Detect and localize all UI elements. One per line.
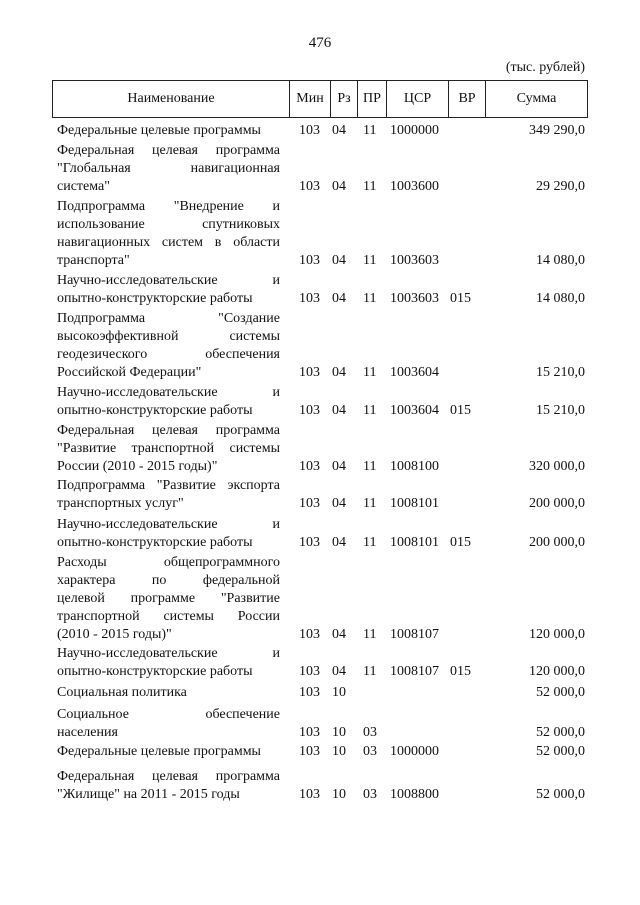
- cell-sum: 52 000,0: [536, 725, 585, 740]
- table-row: [57, 706, 587, 742]
- row-name: [57, 706, 280, 742]
- row-name: [57, 122, 280, 140]
- cell-pr: 11: [363, 664, 377, 679]
- cell-sum: 15 210,0: [536, 365, 585, 380]
- cell-min: 103: [299, 496, 320, 511]
- table-row: [57, 516, 587, 552]
- row-name-line: "Жилище" на 2011 - 2015 годы: [57, 787, 240, 802]
- cell-min: 103: [299, 744, 320, 759]
- cell-sum: 15 210,0: [536, 403, 585, 418]
- cell-csr: 1003600: [390, 179, 439, 194]
- cell-sum: 349 290,0: [529, 123, 585, 138]
- row-name-line: "Глобальная навигационная: [57, 161, 280, 176]
- cell-min: 103: [299, 123, 320, 138]
- cell-min: 103: [299, 725, 320, 740]
- cell-csr: 1000000: [390, 123, 439, 138]
- cell-rz: 04: [332, 535, 346, 550]
- row-name-line: "Развитие транспортной системы: [57, 441, 280, 456]
- row-name: [57, 554, 280, 644]
- row-name: [57, 384, 280, 420]
- row-name-line: навигационных систем в области: [57, 235, 280, 250]
- table-row: [57, 684, 587, 702]
- cell-pr: 03: [363, 744, 377, 759]
- row-name-line: России (2010 - 2015 годы)": [57, 459, 218, 474]
- table-row: [57, 422, 587, 476]
- row-name-line: целевой программе "Развитие: [57, 591, 280, 606]
- row-name-line: Научно-исследовательские и: [57, 646, 280, 661]
- cell-pr: 11: [363, 365, 377, 380]
- cell-sum: 120 000,0: [529, 627, 585, 642]
- table-row: [57, 122, 587, 140]
- cell-rz: 04: [332, 459, 346, 474]
- header-name: Наименование: [127, 91, 215, 106]
- cell-min: 103: [299, 787, 320, 802]
- cell-sum: 120 000,0: [529, 664, 585, 679]
- cell-pr: 11: [363, 291, 377, 306]
- cell-pr: 03: [363, 787, 377, 802]
- row-name-line: Федеральные целевые программы: [57, 744, 261, 759]
- row-name: [57, 198, 280, 270]
- row-name-line: транспортной системы России: [57, 609, 280, 624]
- cell-rz: 04: [332, 123, 346, 138]
- cell-min: 103: [299, 459, 320, 474]
- row-name-line: опытно-конструкторские работы: [57, 291, 253, 306]
- cell-min: 103: [299, 291, 320, 306]
- header-csr: ЦСР: [386, 81, 448, 117]
- row-name-line: характера по федеральной: [57, 573, 280, 588]
- cell-rz: 04: [332, 627, 346, 642]
- row-name-line: Подпрограмма "Развитие экспорта: [57, 478, 280, 493]
- table-row: [57, 743, 587, 761]
- cell-rz: 04: [332, 365, 346, 380]
- row-name-line: Научно-исследовательские и: [57, 273, 280, 288]
- row-name-line: высокоэффективной системы: [57, 329, 280, 344]
- cell-pr: 11: [363, 496, 377, 511]
- row-name-line: Научно-исследовательские и: [57, 385, 280, 400]
- row-name-line: геодезического обеспечения: [57, 347, 280, 362]
- cell-rz: 04: [332, 664, 346, 679]
- cell-csr: 1003604: [390, 365, 439, 380]
- cell-min: 103: [299, 403, 320, 418]
- row-name-line: Социальная политика: [57, 685, 187, 700]
- row-name: [57, 645, 280, 681]
- cell-pr: 11: [363, 179, 377, 194]
- row-name: [57, 310, 280, 382]
- row-name: [57, 142, 280, 196]
- header-pr: ПР: [357, 81, 386, 117]
- table-row: [57, 142, 587, 196]
- cell-rz: 10: [332, 744, 346, 759]
- row-name-line: система": [57, 179, 110, 194]
- table-row: [57, 645, 587, 681]
- cell-vr: 015: [450, 291, 471, 306]
- row-name-line: Социальное обеспечение: [57, 707, 280, 722]
- table-row: [57, 384, 587, 420]
- cell-vr: 015: [450, 535, 471, 550]
- row-name: [57, 743, 280, 761]
- cell-rz: 10: [332, 787, 346, 802]
- cell-min: 103: [299, 685, 320, 700]
- cell-min: 103: [299, 627, 320, 642]
- cell-csr: 1008101: [390, 496, 439, 511]
- row-name: [57, 422, 280, 476]
- cell-rz: 04: [332, 403, 346, 418]
- row-name-line: транспорта": [57, 253, 130, 268]
- header-min: Мин: [289, 81, 330, 117]
- cell-rz: 10: [332, 685, 346, 700]
- cell-csr: 1008107: [390, 664, 439, 679]
- cell-pr: 11: [363, 627, 377, 642]
- row-name-line: Федеральная целевая программа: [57, 423, 280, 438]
- cell-sum: 52 000,0: [536, 744, 585, 759]
- row-name-line: опытно-конструкторские работы: [57, 403, 253, 418]
- table-row: [57, 768, 587, 804]
- row-name-line: (2010 - 2015 годы)": [57, 627, 172, 642]
- cell-csr: 1000000: [390, 744, 439, 759]
- cell-pr: 11: [363, 459, 377, 474]
- row-name-line: Федеральная целевая программа: [57, 143, 280, 158]
- cell-sum: 14 080,0: [536, 253, 585, 268]
- cell-csr: 1008800: [390, 787, 439, 802]
- table-row: [57, 272, 587, 308]
- cell-csr: 1008107: [390, 627, 439, 642]
- row-name: [57, 768, 280, 804]
- row-name-line: Расходы общепрограммного: [57, 555, 280, 570]
- row-name: [57, 477, 280, 513]
- row-name: [57, 272, 280, 308]
- table-row: [57, 477, 587, 513]
- cell-rz: 04: [332, 179, 346, 194]
- header-rz: Рз: [330, 81, 357, 117]
- cell-vr: 015: [450, 403, 471, 418]
- table-header: [52, 80, 588, 118]
- cell-csr: 1008101: [390, 535, 439, 550]
- cell-csr: 1003604: [390, 403, 439, 418]
- row-name-line: Федеральные целевые программы: [57, 123, 261, 138]
- cell-sum: 200 000,0: [529, 496, 585, 511]
- cell-rz: 10: [332, 725, 346, 740]
- cell-sum: 29 290,0: [536, 179, 585, 194]
- cell-min: 103: [299, 664, 320, 679]
- cell-min: 103: [299, 535, 320, 550]
- table-row: [57, 554, 587, 644]
- cell-sum: 52 000,0: [536, 685, 585, 700]
- cell-pr: 11: [363, 123, 377, 138]
- cell-sum: 200 000,0: [529, 535, 585, 550]
- row-name-line: Подпрограмма "Создание: [57, 311, 280, 326]
- cell-sum: 14 080,0: [536, 291, 585, 306]
- row-name: [57, 684, 280, 702]
- row-name-line: опытно-конструкторские работы: [57, 664, 253, 679]
- cell-pr: 03: [363, 725, 377, 740]
- header-sum: Сумма: [485, 81, 587, 117]
- row-name: [57, 516, 280, 552]
- cell-min: 103: [299, 365, 320, 380]
- cell-rz: 04: [332, 253, 346, 268]
- row-name-line: Научно-исследовательские и: [57, 517, 280, 532]
- row-name-line: использование спутниковых: [57, 217, 280, 232]
- page-number: 476: [308, 35, 332, 51]
- row-name-line: населения: [57, 725, 118, 740]
- row-name-line: Федеральная целевая программа: [57, 769, 280, 784]
- units-label: (тыс. рублей): [505, 60, 585, 75]
- cell-pr: 11: [363, 253, 377, 268]
- header-vr: ВР: [448, 81, 485, 117]
- table-row: [57, 310, 587, 382]
- cell-sum: 320 000,0: [529, 459, 585, 474]
- cell-rz: 04: [332, 496, 346, 511]
- cell-vr: 015: [450, 664, 471, 679]
- cell-rz: 04: [332, 291, 346, 306]
- cell-pr: 11: [363, 403, 377, 418]
- cell-csr: 1003603: [390, 253, 439, 268]
- cell-csr: 1003603: [390, 291, 439, 306]
- cell-min: 103: [299, 179, 320, 194]
- cell-min: 103: [299, 253, 320, 268]
- cell-sum: 52 000,0: [536, 787, 585, 802]
- row-name-line: Подпрограмма "Внедрение и: [57, 199, 280, 214]
- row-name-line: Российской Федерации": [57, 365, 202, 380]
- table-row: [57, 198, 587, 270]
- cell-pr: 11: [363, 535, 377, 550]
- row-name-line: опытно-конструкторские работы: [57, 535, 253, 550]
- row-name-line: транспортных услуг": [57, 496, 184, 511]
- cell-csr: 1008100: [390, 459, 439, 474]
